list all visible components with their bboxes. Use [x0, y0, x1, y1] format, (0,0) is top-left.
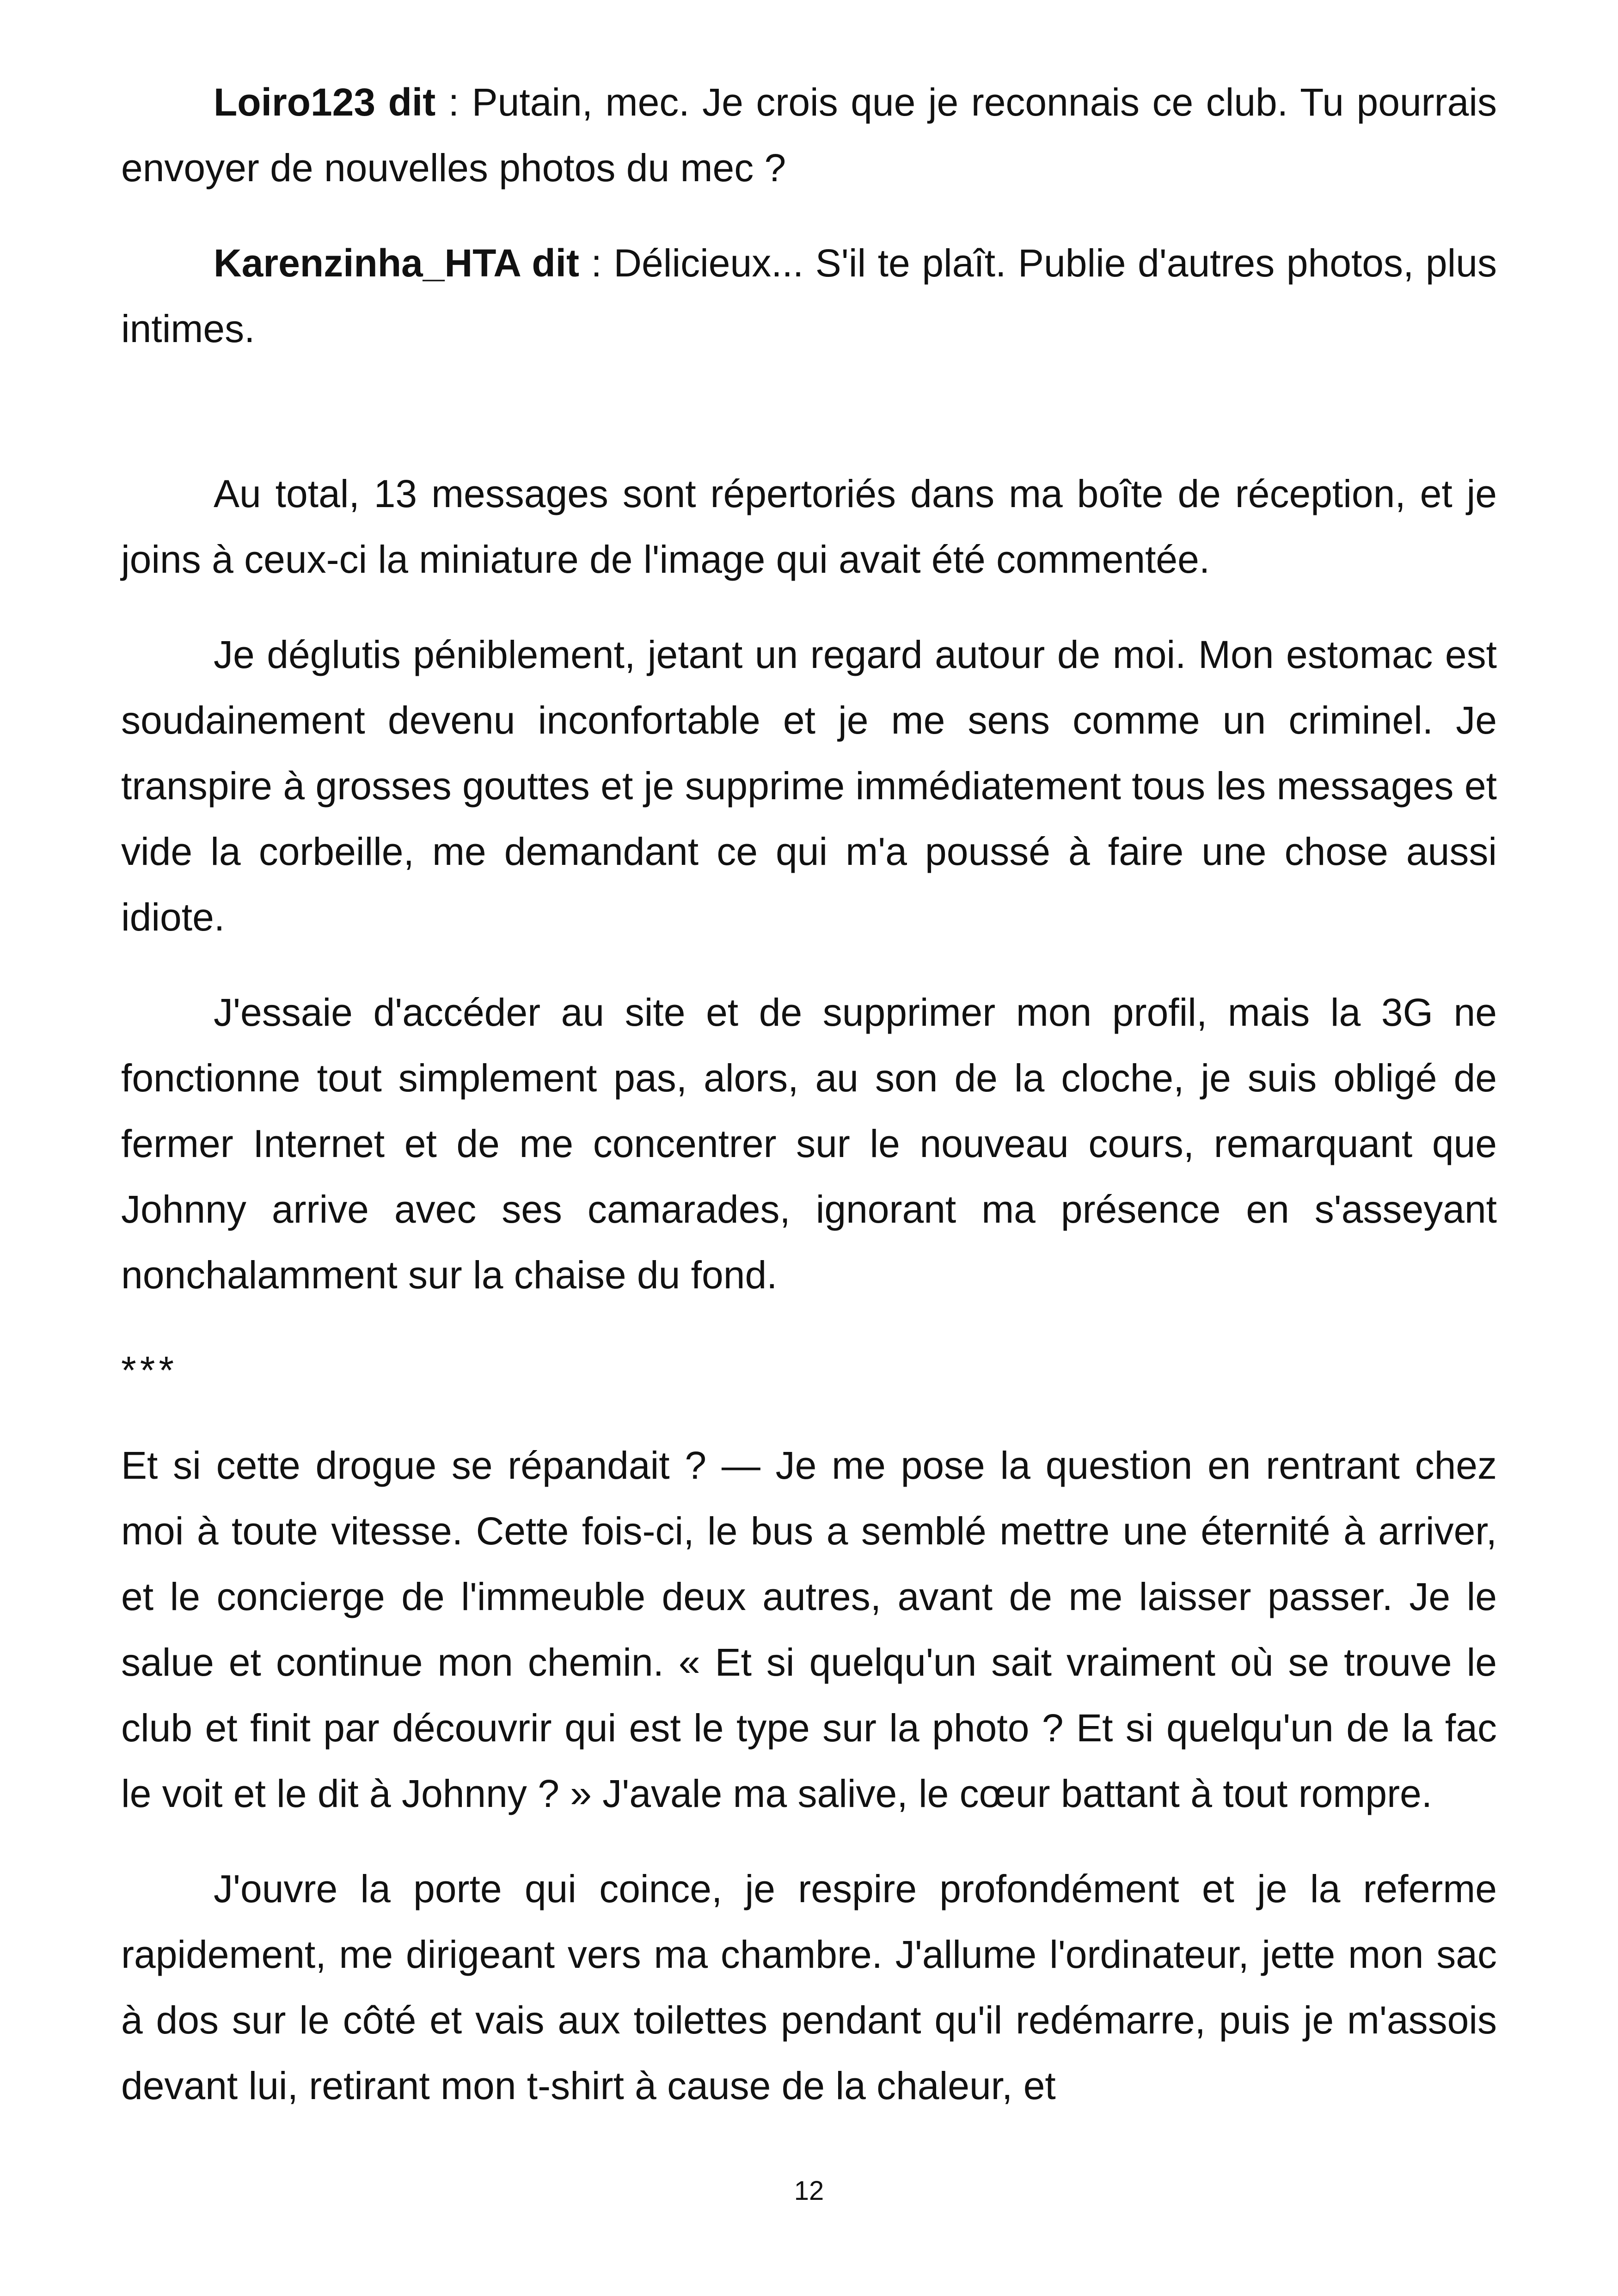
paragraph: J'essaie d'accéder au site et de supprimer mon profil, mais la 3G ne fonctionne tout simplement pas, alors, au son de la cloche, je suis obligé de fermer Internet et de me concentrer sur le nouveau cours, remarquant que Johnny arrive avec ses camarades, ignorant ma présence en s'asseyant nonchalamment sur la chaise du fond. [121, 991, 1497, 1297]
comment-loiro123 [121, 69, 1497, 201]
comment-speaker: Karenzinha_HTA dit [214, 241, 579, 285]
page-body [121, 69, 1497, 2118]
comment-karenzinha [121, 230, 1497, 361]
comment-text: : Putain, mec. Je crois que je reconnais ce club. Tu pourrais envoyer de nouvelles photos du mec ? [121, 80, 1497, 190]
paragraph: Je déglutis péniblement, jetant un regard autour de moi. Mon estomac est soudainement devenu inconfortable et je me sens comme un criminel. Je transpire à grosses gouttes et je supprime immédiatement tous les messages et vide la corbeille, me demandant ce qui m'a poussé à faire une chose aussi idiote. [121, 633, 1497, 939]
paragraph: Au total, 13 messages sont répertoriés dans ma boîte de réception, et je joins à ceux-ci la miniature de l'image qui avait été commentée. [121, 472, 1497, 581]
comment-speaker: Loiro123 dit [214, 80, 436, 124]
page-number: 12 [794, 2176, 824, 2206]
paragraph: Et si cette drogue se répandait ? — Je me pose la question en rentrant chez moi à toute vitesse. Cette fois-ci, le bus a semblé mettre une éternité à arriver, et le concierge de l'immeuble deux autres, avant de me laisser passer. Je le salue et continue mon chemin. « Et si quelqu'un sait vraiment où se trouve le club et finit par découvrir qui est le type sur la photo ? Et si quelqu'un de la fac le voit et le dit à Johnny ? » J'avale ma salive, le cœur battant à tout rompre. [121, 1444, 1497, 1815]
section-separator: *** [121, 1348, 178, 1392]
paragraph: J'ouvre la porte qui coince, je respire profondément et je la referme rapidement, me dirigeant vers ma chambre. J'allume l'ordinateur, jette mon sac à dos sur le côté et vais aux toilettes pendant qu'il redémarre, puis je m'assois devant lui, retirant mon t-shirt à cause de la chaleur, et [121, 1867, 1497, 2107]
comment-text: : Délicieux... S'il te plaît. Publie d'autres photos, plus intimes. [121, 241, 1497, 350]
